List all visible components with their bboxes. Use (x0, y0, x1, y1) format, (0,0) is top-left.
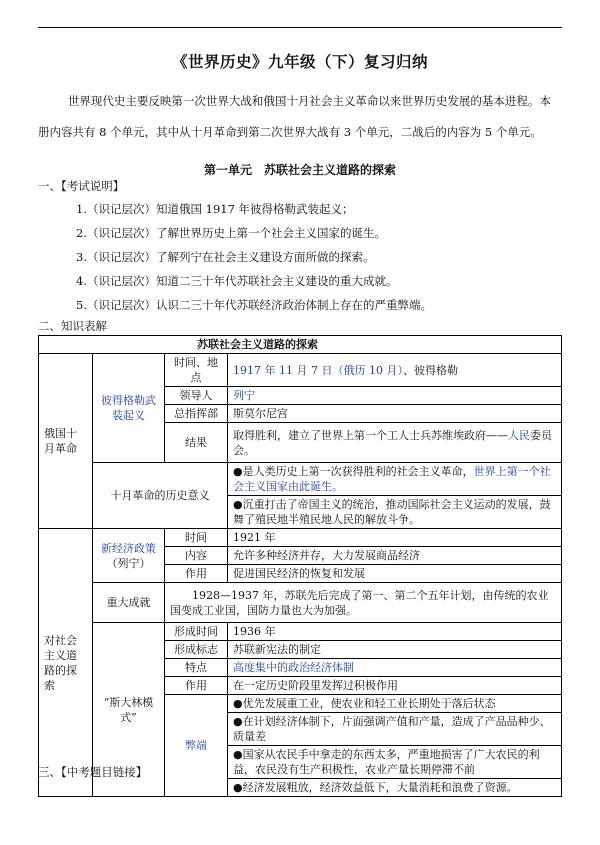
unit-title: 第一单元 苏联社会主义道路的探索 (203, 163, 396, 177)
intro-paragraph: 世界现代史主要反映第一次世界大战和俄国十月社会主义革命以来世界历史发展的基本进程。本册内容共有 8 个单元，其中从十月革命到第二次世界大战有 3 个单元，二战后的内容为 5 个单元。 (38, 94, 551, 139)
role-value: 在一定历史阶段里发挥过积极作用 (228, 677, 562, 695)
revolution-group-label: 俄国十月革命 (39, 354, 93, 529)
nep-effect-label: 作用 (165, 565, 228, 583)
significance-label: 十月革命的历史意义 (93, 463, 228, 529)
commander-label: 总指挥部 (165, 405, 228, 423)
exam-list (76, 197, 432, 317)
role-label: 作用 (165, 677, 228, 695)
section-knowledge-heading: 二、知识表解 (38, 319, 107, 333)
nep-content-label: 内容 (165, 547, 228, 565)
section-exam-links-heading: 三、【中考题目链接】 (38, 765, 148, 779)
achievement-value: 1928—1937 年，苏联先后完成了第一、第二个五年计划，由传统的农业国变成工业国，国防力量也大为加强。 (165, 583, 562, 623)
significance-item: ●沉重打击了帝国主义的统治，推动国际社会主义运动的发展，鼓舞了殖民地半殖民地人民的解放斗争。 (228, 496, 562, 529)
leader-value: 列宁 (228, 387, 562, 405)
section-exam-heading: 一、【考试说明】 (38, 179, 125, 193)
page-title: 《世界历史》九年级（下）复习归纳 (171, 52, 428, 71)
drawback-item: ●在计划经济体制下，片面强调产值和产量，造成了产品品种少、质量差 (228, 713, 562, 746)
significance-item: ●是人类历史上第一次获得胜利的社会主义革命，世界上第一个社会主义国家由此诞生。 (228, 463, 562, 496)
time-place-label: 时间、地点 (165, 354, 228, 387)
form-time-label: 形成时间 (165, 623, 228, 641)
knowledge-table (38, 335, 562, 797)
nep-label: 新经济政策 （列宁） (93, 529, 165, 583)
result-label: 结果 (165, 423, 228, 463)
feature-label: 特点 (165, 659, 228, 677)
drawback-item: ●经济发展粗放，经济效益低下，大量消耗和浪费了资源。 (228, 779, 562, 797)
exam-item: 1.（识记层次）知道俄国 1917 年彼得格勒武装起义； (76, 202, 354, 216)
nep-content-value: 允许多种经济并存，大力发展商品经济 (228, 547, 562, 565)
exploration-group-label: 对社会主义道路的探索 (39, 529, 93, 797)
form-sign-label: 形成标志 (165, 641, 228, 659)
header-rule (38, 27, 562, 28)
exam-item: 4.（识记层次）知道二三十年代苏联社会主义建设的重大成就。 (76, 274, 398, 288)
feature-value: 高度集中的政治经济体制 (228, 659, 562, 677)
nep-time-label: 时间 (165, 529, 228, 547)
time-place-value: 1917 年 11 月 7 日（俄历 10 月）、彼得格勒 (228, 354, 562, 387)
uprising-label: 彼得格勒武装起义 (93, 354, 165, 463)
form-sign-value: 苏联新宪法的制定 (228, 641, 562, 659)
table-header: 苏联社会主义道路的探索 (39, 336, 562, 354)
exam-item: 2.（识记层次）了解世界历史上第一个社会主义国家的诞生。 (76, 226, 386, 240)
stalin-model-label: “斯大林模式” (93, 623, 165, 797)
drawback-item: ●国家从农民手中拿走的东西太多，严重地损害了广大农民的利益，农民没有生产积极性，农业产量长期停滞不前 (228, 746, 562, 779)
achievement-label: 重大成就 (93, 583, 165, 623)
drawback-item: ●优先发展重工业，使农业和轻工业长期处于落后状态 (228, 695, 562, 713)
drawback-label: 弊端 (165, 695, 228, 797)
result-value: 取得胜利，建立了世界上第一个工人士兵苏维埃政府——人民委员会。 (228, 423, 562, 463)
form-time-value: 1936 年 (228, 623, 562, 641)
leader-label: 领导人 (165, 387, 228, 405)
nep-effect-value: 促进国民经济的恢复和发展 (228, 565, 562, 583)
exam-item: 3.（识记层次）了解列宁在社会主义建设方面所做的探索。 (76, 250, 375, 264)
exam-item: 5.（识记层次）认识二三十年代苏联经济政治体制上存在的严重弊端。 (76, 298, 432, 312)
commander-value: 斯莫尔尼宫 (228, 405, 562, 423)
nep-time-value: 1921 年 (228, 529, 562, 547)
